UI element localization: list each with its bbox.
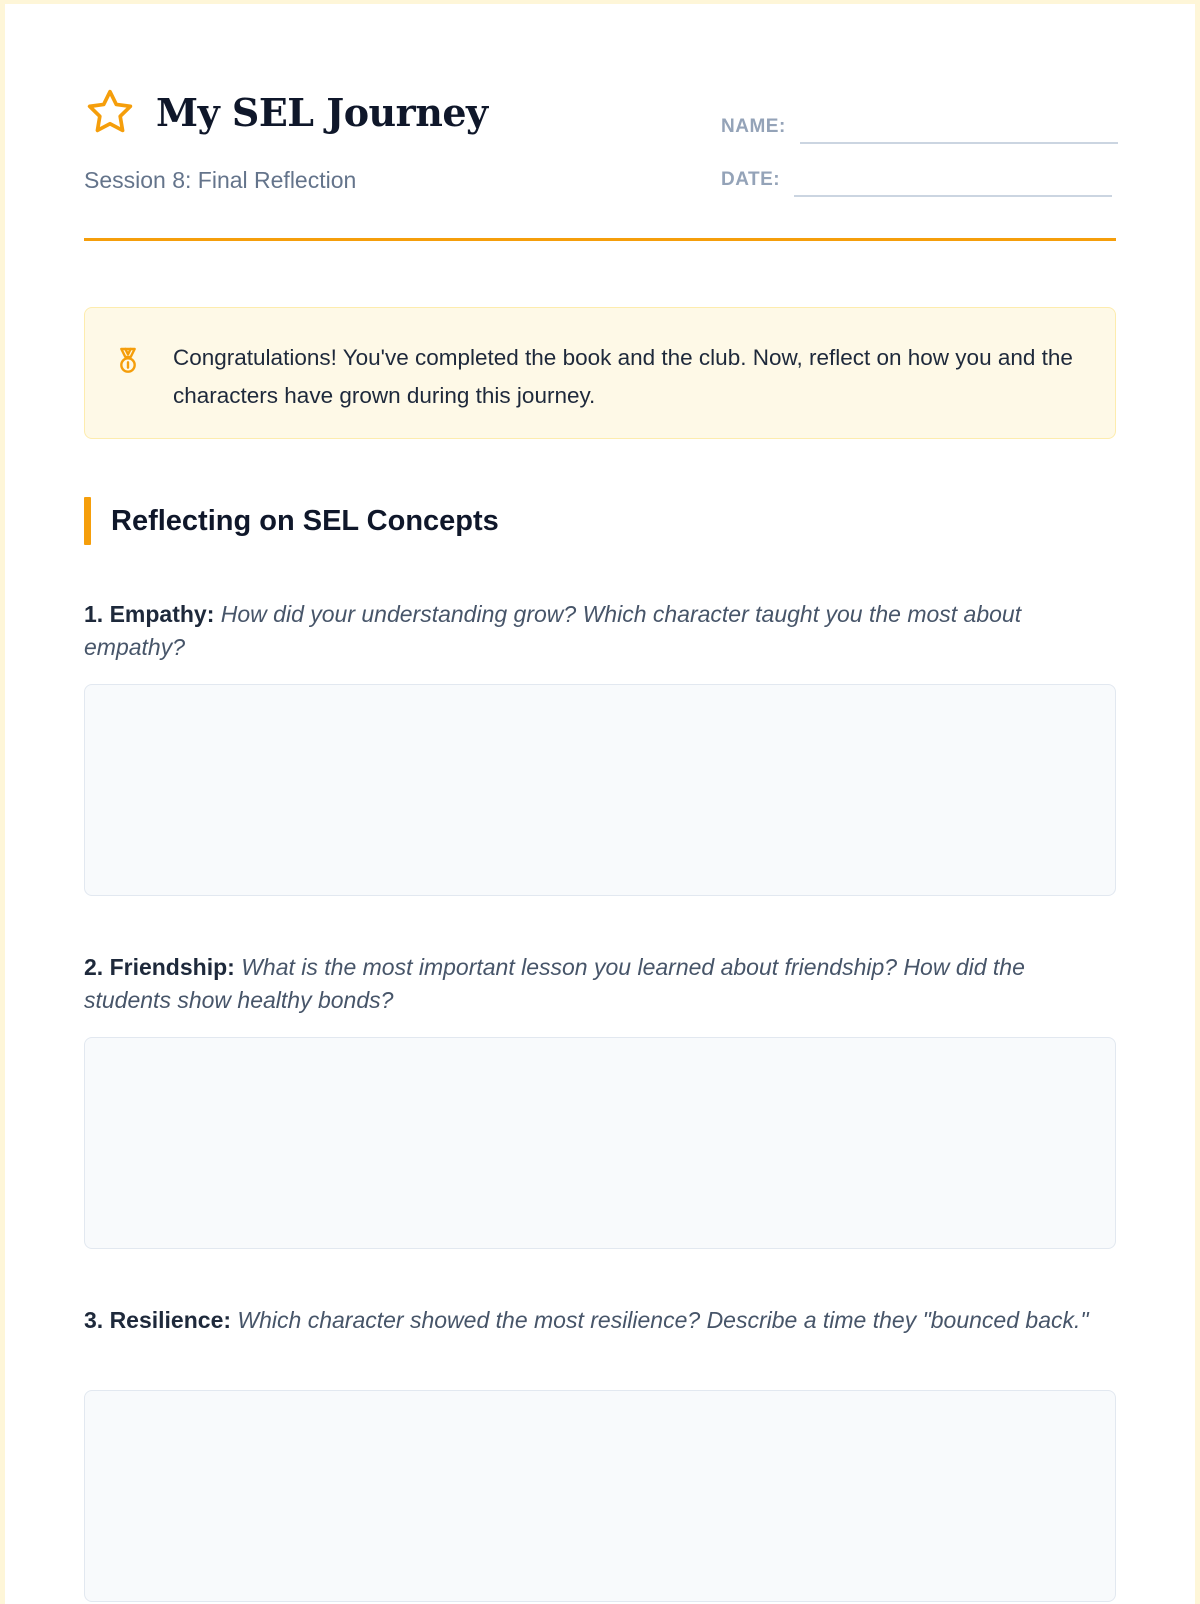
question-prompt: Which character showed the most resilience? Describe a time they "bounced back.": [237, 1307, 1089, 1333]
title-row: [84, 86, 488, 138]
question-text: [84, 598, 1116, 664]
section-accent-bar: [84, 497, 91, 545]
answer-box-resilience[interactable]: [84, 1390, 1116, 1602]
worksheet-page: [5, 4, 1195, 1604]
question-text: [84, 951, 1116, 1017]
header-divider: [84, 238, 1116, 241]
page-title: My SEL Journey: [156, 89, 488, 135]
question-label: 3. Resilience:: [84, 1307, 232, 1333]
worksheet-header: [84, 4, 1116, 244]
question-label: 2. Friendship:: [84, 954, 235, 980]
question-text: [84, 1304, 1116, 1337]
question-friendship: [84, 951, 1116, 1017]
name-input-line[interactable]: [800, 141, 1118, 144]
worksheet-content: [84, 4, 1116, 1333]
answer-box-friendship[interactable]: [84, 1037, 1116, 1249]
name-label: NAME:: [721, 116, 786, 137]
question-label: 1. Empathy:: [84, 601, 215, 627]
section-heading: [84, 497, 499, 545]
medal-icon: [112, 345, 144, 377]
star-icon: [84, 86, 136, 138]
section-title: Reflecting on SEL Concepts: [111, 504, 499, 537]
date-label: DATE:: [721, 169, 781, 190]
callout-message: Congratulations! You've completed the book and the club. Now, reflect on how you and the characters have grown during this journey.: [173, 345, 1073, 408]
answer-box-empathy[interactable]: [84, 684, 1116, 896]
date-field[interactable]: [721, 169, 1112, 191]
question-prompt: What is the most important lesson you learned about friendship? How did the students show healthy bonds?: [84, 954, 1025, 1013]
question-prompt: How did your understanding grow? Which character taught you the most about empathy?: [84, 601, 1022, 660]
question-empathy: [84, 598, 1116, 664]
congratulations-callout: [84, 307, 1116, 439]
session-subtitle: Session 8: Final Reflection: [84, 167, 357, 193]
date-input-line[interactable]: [794, 194, 1112, 197]
question-resilience: [84, 1304, 1116, 1337]
name-field[interactable]: [721, 116, 1118, 138]
